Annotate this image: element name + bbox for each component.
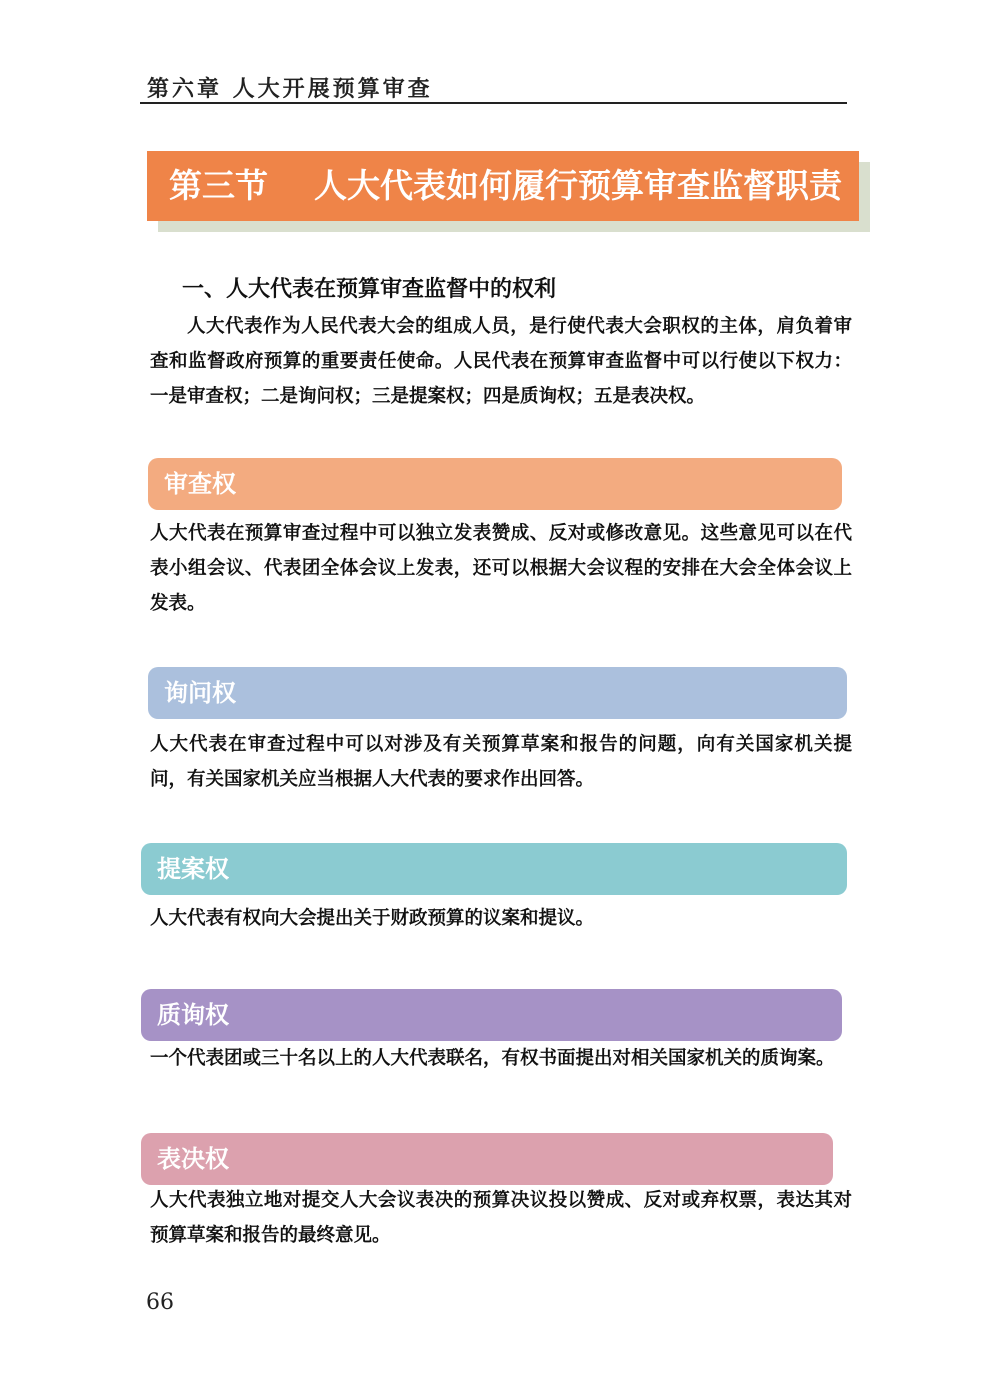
right-label-vote: 表决权 bbox=[141, 1133, 833, 1185]
right-label-interpellation: 质询权 bbox=[141, 989, 842, 1041]
right-label-proposal: 提案权 bbox=[141, 843, 847, 895]
right-label-review: 审查权 bbox=[148, 458, 842, 510]
right-text-review: 人大代表在预算审查过程中可以独立发表赞成、反对或修改意见。这些意见可以在代表小组会议、代表团全体会议上发表，还可以根据大会议程的安排在大会全体会议上发表。 bbox=[150, 523, 852, 614]
subsection-title: 一、人大代表在预算审查监督中的权利 bbox=[182, 277, 557, 302]
section-title: 第三节 人大代表如何履行预算审查监督职责 bbox=[147, 151, 859, 221]
right-text-vote: 人大代表独立地对提交人大会议表决的预算决议投以赞成、反对或弃权票，表达其对预算草案和报告的最终意见。 bbox=[150, 1190, 852, 1246]
chapter-header: 第六章 人大开展预算审查 bbox=[147, 76, 433, 102]
header-rule bbox=[140, 102, 847, 104]
right-text-inquiry: 人大代表在审查过程中可以对涉及有关预算草案和报告的问题，向有关国家机关提问，有关国家机关应当根据人大代表的要求作出回答。 bbox=[150, 734, 852, 790]
page-number: 66 bbox=[146, 1290, 174, 1315]
right-text-interpellation: 一个代表团或三十名以上的人大代表联名，有权书面提出对相关国家机关的质询案。 bbox=[150, 1048, 835, 1069]
intro-paragraph: 人大代表作为人民代表大会的组成人员，是行使代表大会职权的主体，肩负着审查和监督政府预算的重要责任使命。人民代表在预算审查监督中可以行使以下权力：一是审查权；二是询问权；三是提案权；四是质询权；五是表决权。 bbox=[150, 316, 852, 407]
right-label-inquiry: 询问权 bbox=[148, 667, 847, 719]
right-text-proposal: 人大代表有权向大会提出关于财政预算的议案和提议。 bbox=[150, 908, 595, 929]
